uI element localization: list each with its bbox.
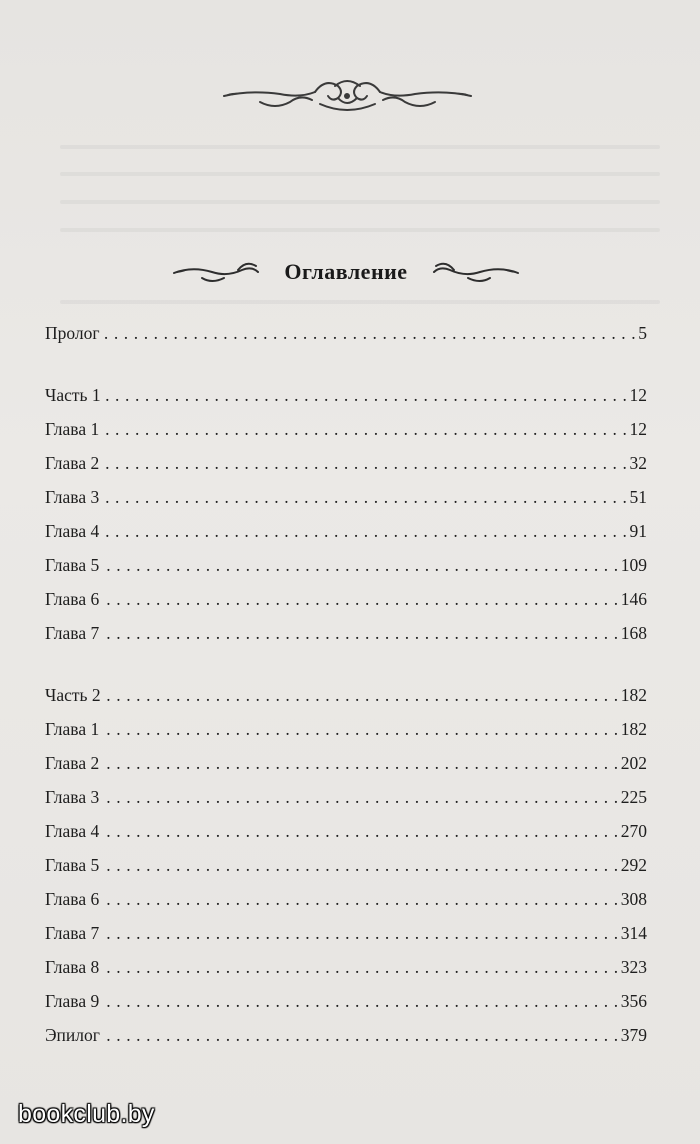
toc-entry-chapter[interactable] xyxy=(45,412,647,446)
toc-entry-chapter[interactable] xyxy=(45,848,647,882)
dot-leader xyxy=(105,678,619,712)
toc-entry-page: 12 xyxy=(629,385,647,405)
dot-leader xyxy=(103,950,619,984)
toc-heading: Оглавление xyxy=(284,259,408,284)
toc-entry-chapter[interactable] xyxy=(45,616,647,650)
table-of-contents xyxy=(45,316,647,1052)
toc-entry-page: 314 xyxy=(620,923,647,943)
show-through-line xyxy=(60,228,660,232)
show-through-line xyxy=(60,300,660,304)
toc-entry-page: 146 xyxy=(620,589,647,609)
toc-entry-page: 5 xyxy=(638,323,647,343)
left-flourish-icon xyxy=(172,258,262,288)
toc-entry-chapter[interactable] xyxy=(45,712,647,746)
toc-entry-page: 225 xyxy=(620,787,647,807)
toc-entry-epilogue[interactable] xyxy=(45,1018,647,1052)
toc-heading-block xyxy=(172,252,520,296)
show-through-line xyxy=(60,172,660,176)
toc-entry-prologue[interactable] xyxy=(45,316,647,350)
toc-entry-label: Глава 1 xyxy=(45,719,100,739)
dot-leader xyxy=(103,480,627,514)
dot-leader xyxy=(103,814,619,848)
toc-entry-page: 32 xyxy=(629,453,647,473)
dot-leader xyxy=(103,548,619,582)
dot-leader xyxy=(103,514,627,548)
toc-entry-label: Глава 2 xyxy=(45,453,100,473)
toc-entry-page: 12 xyxy=(629,419,647,439)
dot-leader xyxy=(104,1018,619,1052)
toc-entry-page: 182 xyxy=(620,719,647,739)
dot-leader xyxy=(103,882,619,916)
toc-entry-chapter[interactable] xyxy=(45,780,647,814)
toc-entry-chapter[interactable] xyxy=(45,582,647,616)
toc-entry-label: Глава 7 xyxy=(45,923,100,943)
spacer xyxy=(45,650,647,678)
toc-entry-page: 379 xyxy=(620,1025,647,1045)
toc-entry-page: 182 xyxy=(620,685,647,705)
toc-entry-chapter[interactable] xyxy=(45,480,647,514)
toc-entry-page: 109 xyxy=(620,555,647,575)
dot-leader xyxy=(103,616,619,650)
dot-leader xyxy=(103,712,619,746)
dot-leader xyxy=(103,984,619,1018)
toc-entry-label: Часть 2 xyxy=(45,685,101,705)
toc-entry-page: 270 xyxy=(620,821,647,841)
toc-entry-page: 91 xyxy=(629,521,647,541)
toc-entry-label: Эпилог xyxy=(45,1025,100,1045)
toc-entry-label: Глава 4 xyxy=(45,821,100,841)
toc-entry-page: 168 xyxy=(620,623,647,643)
dot-leader xyxy=(103,746,619,780)
toc-entry-label: Глава 7 xyxy=(45,623,100,643)
toc-entry-page: 292 xyxy=(620,855,647,875)
dot-leader xyxy=(103,848,619,882)
toc-entry-label: Глава 5 xyxy=(45,855,100,875)
toc-entry-chapter[interactable] xyxy=(45,882,647,916)
toc-entry-label: Глава 6 xyxy=(45,589,100,609)
dot-leader xyxy=(104,316,637,350)
show-through-line xyxy=(60,145,660,149)
toc-entry-label: Глава 1 xyxy=(45,419,100,439)
toc-entry-chapter[interactable] xyxy=(45,446,647,480)
dot-leader xyxy=(103,916,619,950)
toc-entry-label: Глава 3 xyxy=(45,487,100,507)
toc-entry-chapter[interactable] xyxy=(45,548,647,582)
toc-entry-label: Глава 4 xyxy=(45,521,100,541)
toc-entry-page: 356 xyxy=(620,991,647,1011)
toc-entry-label: Часть 1 xyxy=(45,385,101,405)
toc-entry-label: Глава 3 xyxy=(45,787,100,807)
dot-leader xyxy=(105,378,628,412)
toc-entry-chapter[interactable] xyxy=(45,814,647,848)
toc-entry-chapter[interactable] xyxy=(45,950,647,984)
toc-entry-page: 323 xyxy=(620,957,647,977)
show-through-line xyxy=(60,200,660,204)
right-flourish-icon xyxy=(430,258,520,288)
toc-entry-label: Пролог xyxy=(45,323,100,343)
toc-entry-chapter[interactable] xyxy=(45,984,647,1018)
toc-entry-label: Глава 9 xyxy=(45,991,100,1011)
toc-entry-page: 51 xyxy=(629,487,647,507)
dot-leader xyxy=(103,446,627,480)
toc-entry-label: Глава 6 xyxy=(45,889,100,909)
dot-leader xyxy=(103,780,619,814)
toc-entry-chapter[interactable] xyxy=(45,746,647,780)
dot-leader xyxy=(103,582,619,616)
toc-entry-part-1[interactable] xyxy=(45,378,647,412)
top-ornament-icon xyxy=(220,74,475,118)
toc-entry-chapter[interactable] xyxy=(45,916,647,950)
toc-entry-part-2[interactable] xyxy=(45,678,647,712)
toc-entry-label: Глава 5 xyxy=(45,555,100,575)
toc-entry-page: 202 xyxy=(620,753,647,773)
toc-entry-chapter[interactable] xyxy=(45,514,647,548)
spacer xyxy=(45,350,647,378)
toc-entry-label: Глава 8 xyxy=(45,957,100,977)
toc-entry-page: 308 xyxy=(620,889,647,909)
toc-entry-label: Глава 2 xyxy=(45,753,100,773)
dot-leader xyxy=(103,412,627,446)
site-watermark: bookclub.by xyxy=(18,1100,155,1128)
